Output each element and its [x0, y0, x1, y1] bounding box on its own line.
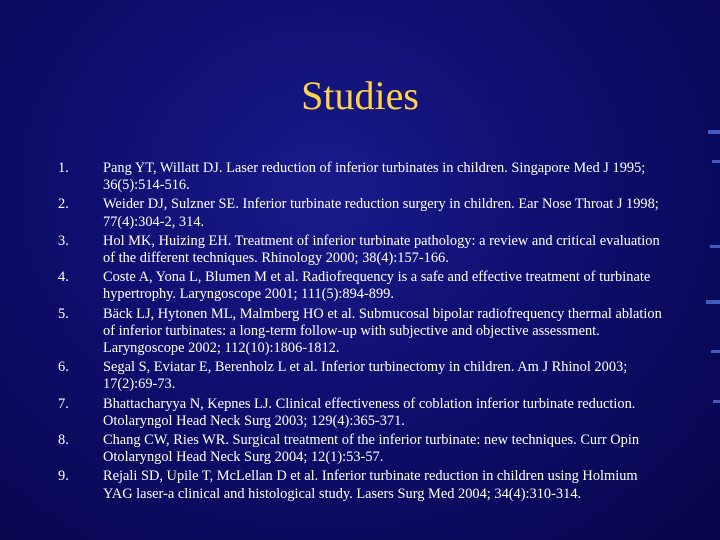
- decorative-accent-bar: [710, 245, 720, 248]
- reference-list: [58, 160, 668, 505]
- reference-number: 7.: [58, 395, 69, 412]
- decorative-accent-bar: [713, 400, 720, 403]
- reference-text: Rejali SD, Upile T, McLellan D et al. Inferior turbinate reduction in children using Holmium YAG laser-a clinical and histological study. Lasers Surg Med 2004; 34(4):310-314.: [103, 468, 638, 502]
- reference-text: Chang CW, Ries WR. Surgical treatment of the inferior turbinate: new techniques. Curr Opin Otolaryngol Head Neck Surg 2004; 12(1):53-57.: [103, 432, 640, 466]
- reference-item: [58, 233, 668, 267]
- decorative-accent-bar: [706, 300, 720, 304]
- reference-number: 9.: [58, 468, 69, 485]
- reference-text: Pang YT, Willatt DJ. Laser reduction of inferior turbinates in children. Singapore Med J 1995; 36(5):514-516.: [103, 160, 646, 194]
- reference-item: [58, 306, 668, 358]
- decorative-accent-bar: [712, 160, 720, 163]
- reference-text: Coste A, Yona L, Blumen M et al. Radiofrequency is a safe and effective treatment of turbinate hypertrophy. Laryngoscope 2001; 111(5):894-899.: [103, 269, 651, 303]
- reference-text: Bhattacharyya N, Kepnes LJ. Clinical effectiveness of coblation inferior turbinate reduction. Otolaryngol Head Neck Surg 2003; 129(4):365-371.: [103, 395, 636, 429]
- reference-text: Segal S, Eviatar E, Berenholz L et al. Inferior turbinectomy in children. Am J Rhinol 2003; 17(2):69-73.: [103, 359, 628, 393]
- reference-text: Bäck LJ, Hytonen ML, Malmberg HO et al. Submucosal bipolar radiofrequency thermal ablation of inferior turbinates: a long-term follow-up with subjective and objective assessment. Laryngoscope 2002; 112(10):1806-1812.: [103, 305, 662, 357]
- reference-number: 4.: [58, 269, 69, 286]
- reference-text: Hol MK, Huizing EH. Treatment of inferior turbinate pathology: a review and critical evaluation of the different techniques. Rhinology 2000; 38(4):157-166.: [103, 232, 660, 267]
- reference-item: [58, 468, 668, 502]
- reference-text: Weider DJ, Sulzner SE. Inferior turbinate reduction surgery in children. Ear Nose Throat J 1998; 77(4):304-2, 314.: [103, 196, 659, 230]
- reference-item: [58, 160, 668, 194]
- reference-number: 1.: [58, 160, 69, 176]
- reference-item: [58, 396, 668, 430]
- reference-item: [58, 196, 668, 230]
- reference-number: 3.: [58, 232, 69, 249]
- decorative-accent-bar: [708, 130, 720, 134]
- reference-item: [58, 269, 668, 303]
- slide-title: Studies: [301, 73, 419, 118]
- reference-number: 5.: [58, 305, 69, 322]
- reference-number: 6.: [58, 359, 69, 376]
- reference-item: [58, 432, 668, 466]
- reference-item: [58, 359, 668, 393]
- decorative-accent-bar: [711, 350, 720, 353]
- reference-number: 8.: [58, 432, 69, 449]
- reference-number: 2.: [58, 196, 69, 213]
